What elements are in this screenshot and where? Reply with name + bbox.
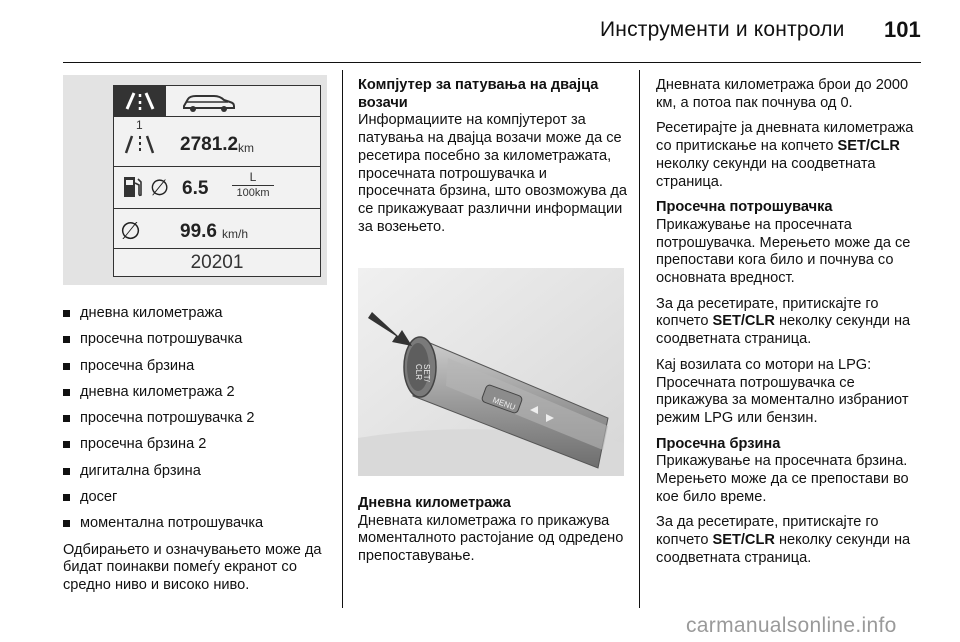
- page-number: 101: [884, 17, 921, 42]
- cluster-display: [113, 85, 321, 277]
- consumption-value: 6.5: [182, 178, 209, 199]
- bullet-icon: [63, 336, 70, 343]
- speed-unit: km/h: [222, 227, 249, 241]
- bullet-icon: [63, 441, 70, 448]
- set-clr-button-ref: SET/CLR: [712, 532, 775, 549]
- trip-unit: km: [238, 141, 254, 155]
- average-consumption-icon: ∅: [150, 175, 170, 200]
- trip-road-icon: [120, 133, 162, 155]
- avg-speed-text: Прикажување на просечната брзина. Мерењето може да се препостави во кое било време.: [656, 453, 909, 505]
- avg-consumption-text: Прикажување на просечната потрошувачка. Мерењето може да се препостави кога било и почнува со основната вредност.: [656, 216, 911, 287]
- wiper-stalk-illustration: [358, 268, 624, 476]
- avg-speed-heading: Просечна брзина: [656, 435, 781, 452]
- average-speed-icon: ∅: [120, 218, 141, 245]
- set-label: SET/: [422, 364, 431, 382]
- list-item: дневна километража: [63, 305, 333, 323]
- list-item: просечна потрошувачка: [63, 331, 333, 349]
- bullet-icon: [63, 415, 70, 422]
- page-header-title: Инструменти и контроли: [600, 18, 845, 41]
- car-icon: [178, 90, 238, 114]
- road-icon: [114, 86, 166, 116]
- trip-index: 1: [136, 118, 143, 132]
- speed-reset-text: За да ресетирате, притискајте го копчето SET/CLR неколку секунди на соодветната страница.: [656, 514, 911, 566]
- stalk-photo: [358, 268, 624, 476]
- consumption-unit-top: L: [249, 170, 257, 184]
- list-item: просечна брзина 2: [63, 436, 333, 454]
- trip-limit-text: Дневната километража брои до 2000 км, а потоа пак почнува од 0.: [656, 77, 909, 111]
- consumption-unit-bottom: 100km: [236, 187, 270, 199]
- bullet-icon: [63, 494, 70, 501]
- set-clr-button-ref: SET/CLR: [712, 313, 775, 330]
- trip-odometer-text: Дневната километража го прикажува моменталното растојание од одредено препоставување.: [358, 512, 624, 565]
- instrument-cluster-illustration: [63, 75, 327, 285]
- left-column: [63, 305, 333, 603]
- header-rule: [63, 62, 921, 63]
- menu-label: MENU: [491, 395, 517, 412]
- speed-value: 99.6: [180, 221, 217, 242]
- unit-fraction-line: [232, 185, 274, 186]
- dual-driver-text: Информациите на компјутерот за патувања на двајца возачи може да се ресетира посебно за километражата, просечната потрошувачка и просечната брзина, што овозможува да се прикажуваат различни информации за возењето.: [358, 112, 628, 235]
- list-item: просечна потрошувачка 2: [63, 410, 333, 428]
- lpg-note: Кај возилата со мотори на LPG: Просечната потрошувачка се прикажува за моментално избраниот режим LPG или бензин.: [656, 356, 909, 426]
- cluster-tab-bar: [114, 86, 320, 117]
- avg-consumption-heading: Просечна потрошувачка: [656, 199, 833, 216]
- bullet-icon: [63, 310, 70, 317]
- middle-column-lower: [358, 495, 628, 574]
- column-divider-right: [639, 70, 640, 608]
- list-item: моментална потрошувачка: [63, 515, 333, 533]
- dual-driver-heading: Компјутер за патувања на двајца возачи: [358, 77, 599, 111]
- clr-label: CLR: [414, 364, 423, 381]
- road-tab-active: [114, 86, 166, 116]
- odometer-value: 20201: [190, 252, 244, 273]
- cluster-separator: [114, 208, 320, 209]
- bullet-icon: [63, 389, 70, 396]
- selection-note: Одбирањето и означувањето може да бидат поинакви помеѓу екранот со средно ниво и високо ниво.: [63, 541, 322, 594]
- list-item: дневна километража 2: [63, 384, 333, 402]
- right-column: [656, 77, 922, 576]
- trip-reset-text: Ресетирајте ја дневната километража со притискање на копчето SET/CLR неколку секунди на соодветната страница.: [656, 120, 914, 190]
- fuel-pump-icon: [122, 174, 144, 200]
- list-item: просечна брзина: [63, 358, 333, 376]
- list-item: досег: [63, 489, 333, 507]
- bullet-icon: [63, 520, 70, 527]
- cluster-separator: [114, 248, 320, 249]
- bullet-icon: [63, 468, 70, 475]
- footer-watermark: carmanualsonline.info: [686, 614, 897, 637]
- list-item: дигитална брзина: [63, 463, 333, 481]
- set-clr-button-ref: SET/CLR: [837, 138, 900, 155]
- consumption-reset-text: За да ресетирате, притискајте го копчето SET/CLR неколку секунди на соодветната страница.: [656, 295, 911, 348]
- trip-value: 2781.2: [180, 134, 239, 155]
- bullet-icon: [63, 363, 70, 370]
- trip-odometer-heading: Дневна километража: [358, 495, 511, 511]
- display-options-list: [63, 305, 333, 533]
- column-divider-left: [342, 70, 343, 608]
- cluster-separator: [114, 166, 320, 167]
- middle-column: [358, 77, 628, 244]
